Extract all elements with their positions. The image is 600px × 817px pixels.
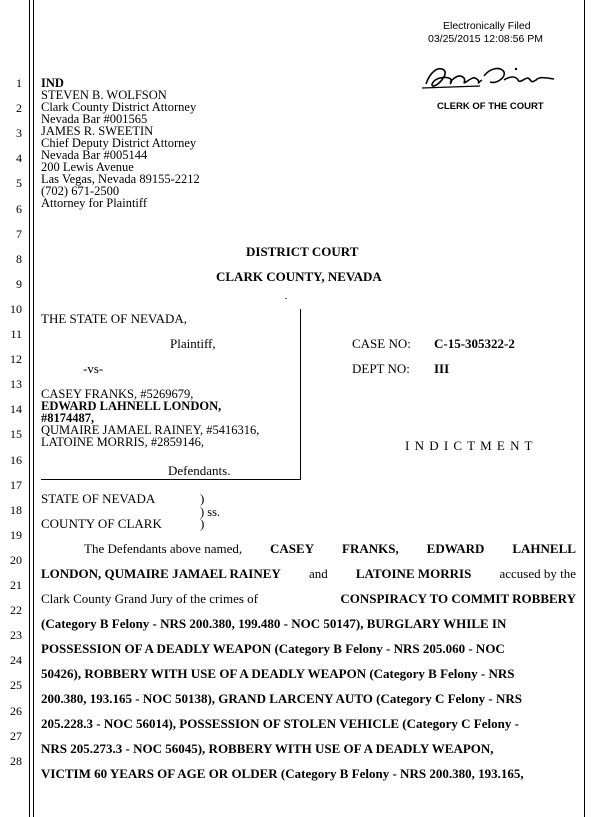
line-number: 11: [10, 327, 22, 341]
venue-county: COUNTY OF CLARK: [41, 516, 162, 531]
document-type: I N D I C T M E N T: [405, 438, 534, 453]
line-number: 13: [10, 377, 22, 392]
line-number: 25: [10, 678, 22, 693]
line-number: 9: [16, 276, 22, 291]
body-20-b: and: [308, 566, 328, 581]
line-number: 6: [16, 201, 22, 216]
line-number: 12: [10, 352, 22, 367]
address-line-1: 200 Lewis Avenue: [41, 160, 134, 174]
dept-no-label: DEPT NO:: [352, 361, 410, 376]
defendant-3: QUMAIRE JAMAEL RAINEY, #5416316,: [41, 423, 260, 437]
defendant-2-name: EDWARD LAHNELL LONDON,: [41, 399, 222, 413]
defendant-1: CASEY FRANKS, #5269679,: [41, 387, 194, 401]
clerk-title: CLERK OF THE COURT: [437, 101, 544, 112]
line-number: 15: [10, 427, 22, 442]
line-number: 19: [10, 527, 22, 542]
atty1-name: STEVEN B. WOLFSON: [41, 88, 167, 102]
defendant-2-id: #8174487,: [41, 411, 95, 425]
body-19-b: CASEY: [270, 541, 315, 556]
body-line-26: 205.228.3 - NOC 56014), POSSESSION OF STOLEN VEHICLE (Category C Felony -: [41, 716, 519, 731]
defendant-role: Defendants.: [168, 463, 231, 478]
atty1-title: Clark County District Attorney: [41, 100, 197, 114]
line-number: 21: [10, 578, 22, 592]
body-19-e: LAHNELL: [512, 541, 576, 556]
line-number: 16: [10, 452, 22, 467]
body-line-19: [84, 541, 576, 557]
address-line-2: Las Vegas, Nevada 89155-2212: [41, 172, 200, 186]
body-line-25: 200.380, 193.165 - NOC 50138), GRAND LARCENY AUTO (Category C Felony - NRS: [41, 691, 522, 706]
atty2-title: Chief Deputy District Attorney: [41, 136, 197, 150]
line-number: 3: [16, 126, 22, 141]
plaintiff-name: THE STATE OF NEVADA,: [41, 311, 188, 326]
plaintiff-role: Plaintiff,: [170, 336, 216, 351]
body-line-20: [41, 566, 576, 582]
line-number: 24: [10, 653, 22, 668]
line-number: 2: [16, 101, 22, 116]
line-number: 1: [16, 76, 22, 90]
line-number: 18: [10, 502, 22, 517]
margin-rule-left-outer: [29, 0, 30, 817]
case-no: C-15-305322-2: [434, 336, 515, 351]
line-number: 8: [16, 251, 22, 266]
venue-ss: ) ss.: [200, 505, 221, 519]
phone: (702) 671-2500: [41, 184, 120, 198]
court-name: DISTRICT COURT: [246, 244, 359, 259]
line-number: 10: [10, 301, 22, 316]
atty2-name: JAMES R. SWEETIN: [41, 124, 154, 138]
body-line-27: NRS 205.273.3 - NOC 56045), ROBBERY WITH USE OF A DEADLY WEAPON,: [41, 741, 494, 756]
body-19-a: The Defendants above named,: [84, 541, 243, 556]
line-number: 27: [10, 728, 22, 743]
dept-no: III: [434, 361, 450, 376]
line-number: 23: [10, 628, 22, 643]
stray-mark: [285, 298, 287, 299]
line-number: 7: [16, 226, 22, 241]
venue-state: STATE OF NEVADA: [41, 491, 156, 506]
body-line-21: [41, 591, 576, 607]
margin-rule-right: [584, 0, 585, 817]
court-county: CLARK COUNTY, NEVADA: [216, 269, 382, 284]
body-21-b: CONSPIRACY TO COMMIT ROBBERY: [340, 591, 576, 606]
line-number: 26: [10, 703, 22, 718]
body-19-d: EDWARD: [426, 541, 485, 556]
caption-bracket-line: [300, 309, 301, 479]
body-20-c: LATOINE MORRIS: [355, 566, 472, 581]
atty2-bar: Nevada Bar #005144: [41, 148, 148, 162]
case-no-label: CASE NO:: [352, 336, 411, 351]
doc-code: IND: [41, 76, 64, 90]
line-number: 5: [16, 176, 22, 191]
venue-paren-bottom: ): [200, 516, 205, 531]
line-number: 28: [10, 753, 22, 768]
body-20-d: accused by the: [499, 566, 576, 581]
margin-rule-left-inner: [33, 0, 34, 817]
attorney-for: Attorney for Plaintiff: [41, 196, 147, 210]
clerk-signature: [420, 62, 560, 94]
body-line-24: 50426), ROBBERY WITH USE OF A DEADLY WEAPON (Category B Felony - NRS: [41, 666, 515, 681]
filing-datetime: 03/25/2015 12:08:56 PM: [428, 33, 544, 45]
versus: -vs-: [83, 361, 104, 376]
caption-bottom-rule: [41, 479, 301, 480]
body-line-28: VICTIM 60 YEARS OF AGE OR OLDER (Category B Felony - NRS 200.380, 193.165,: [41, 766, 524, 781]
body-line-23: POSSESSION OF A DEADLY WEAPON (Category B Felony - NRS 205.060 - NOC: [41, 641, 505, 656]
line-number: 4: [16, 151, 22, 166]
line-number: 14: [10, 402, 22, 417]
body-21-a: Clark County Grand Jury of the crimes of: [41, 591, 258, 606]
venue-paren-top: ): [200, 491, 205, 506]
line-number: 17: [10, 477, 22, 492]
body-line-22: (Category B Felony - NRS 200.380, 199.480 - NOC 50147), BURGLARY WHILE IN: [41, 616, 507, 631]
filing-status: Electronically Filed: [443, 20, 531, 32]
body-19-c: FRANKS,: [342, 541, 399, 556]
body-20-a: LONDON, QUMAIRE JAMAEL RAINEY: [41, 566, 281, 581]
line-number: 20: [10, 552, 22, 567]
defendant-4: LATOINE MORRIS, #2859146,: [41, 435, 204, 449]
atty1-bar: Nevada Bar #001565: [41, 112, 148, 126]
line-number: 22: [10, 603, 22, 618]
